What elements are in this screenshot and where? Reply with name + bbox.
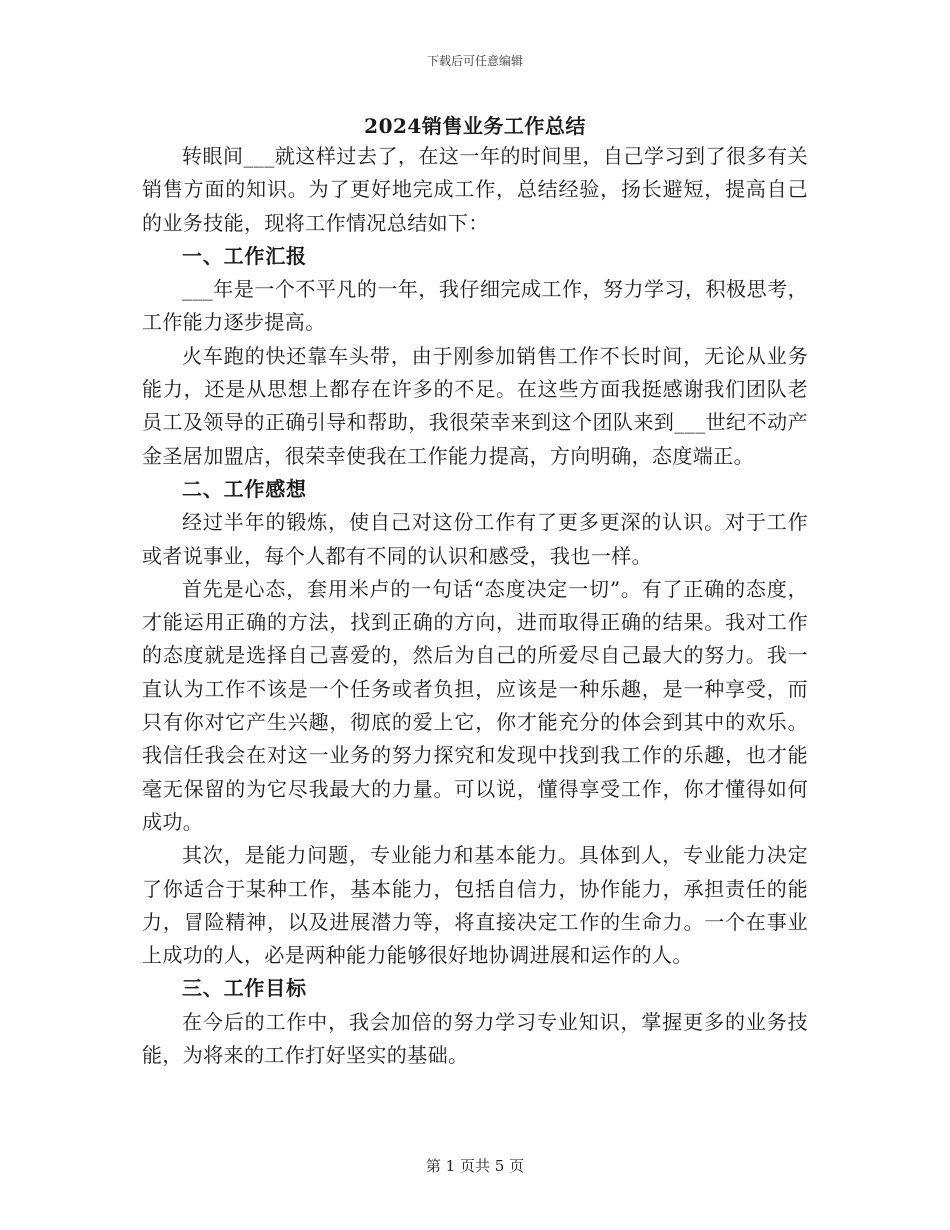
paragraph: 首先是心态，套用米卢的一句话“态度决定一切”。有了正确的态度，才能运用正确的方法，找到正确的方向，进而取得正确的结果。我对工作的态度就是选择自己喜爱的，然后为自己的所爱尽自己最大的努力。我一直认为工作不该是一个任务或者负担，应该是一种乐趣，是一种享受，而只有你对它产生兴趣，彻底的爱上它，你才能充分的体会到其中的欢乐。我信任我会在对这一业务的努力探究和发现中找到我工作的乐趣，也才能毫无保留的为它尽我最大的力量。可以说，懂得享受工作，你才懂得如何成功。 bbox=[142, 576, 808, 834]
paragraph: 火车跑的快还靠车头带，由于刚参加销售工作不长时间，无论从业务能力，还是从思想上都存在许多的不足。在这些方面我挺感谢我们团队老员工及领导的正确引导和帮助，我很荣幸来到这个团队来到___世纪不动产金圣居加盟店，很荣幸使我在工作能力提高，方向明确，态度端正。 bbox=[142, 343, 808, 468]
section-heading-work-goals: 三、工作目标 bbox=[182, 976, 307, 1001]
section-heading-work-reflections: 二、工作感想 bbox=[182, 476, 307, 501]
section-heading-work-report: 一、工作汇报 bbox=[182, 243, 307, 268]
document-body bbox=[142, 140, 808, 1072]
paragraph: 在今后的工作中，我会加倍的努力学习专业知识，掌握更多的业务技能，为将来的工作打好坚实的基础。 bbox=[142, 1009, 808, 1068]
paragraph: 其次，是能力问题，专业能力和基本能力。具体到人，专业能力决定了你适合于某种工作，基本能力，包括自信力，协作能力，承担责任的能力，冒险精神，以及进展潜力等，将直接决定工作的生命力。一个在事业上成功的人，必是两种能力能够很好地协调进展和运作的人。 bbox=[142, 843, 808, 968]
page-number: 第 1 页共 5 页 bbox=[425, 1157, 525, 1175]
paragraph: ___年是一个不平凡的一年，我仔细完成工作，努力学习，积极思考，工作能力逐步提高。 bbox=[142, 277, 808, 335]
intro-paragraph: 转眼间___就这样过去了，在这一年的时间里，自己学习到了很多有关销售方面的知识。为了更好地完成工作，总结经验，扬长避短，提高自己的业务技能，现将工作情况总结如下： bbox=[142, 144, 808, 235]
paragraph: 经过半年的锻炼，使自己对这份工作有了更多更深的认识。对于工作或者说事业，每个人都有不同的认识和感受，我也一样。 bbox=[142, 510, 808, 568]
document-title: 2024销售业务工作总结 bbox=[364, 114, 586, 138]
header-note: 下载后可任意编辑 bbox=[426, 54, 523, 68]
